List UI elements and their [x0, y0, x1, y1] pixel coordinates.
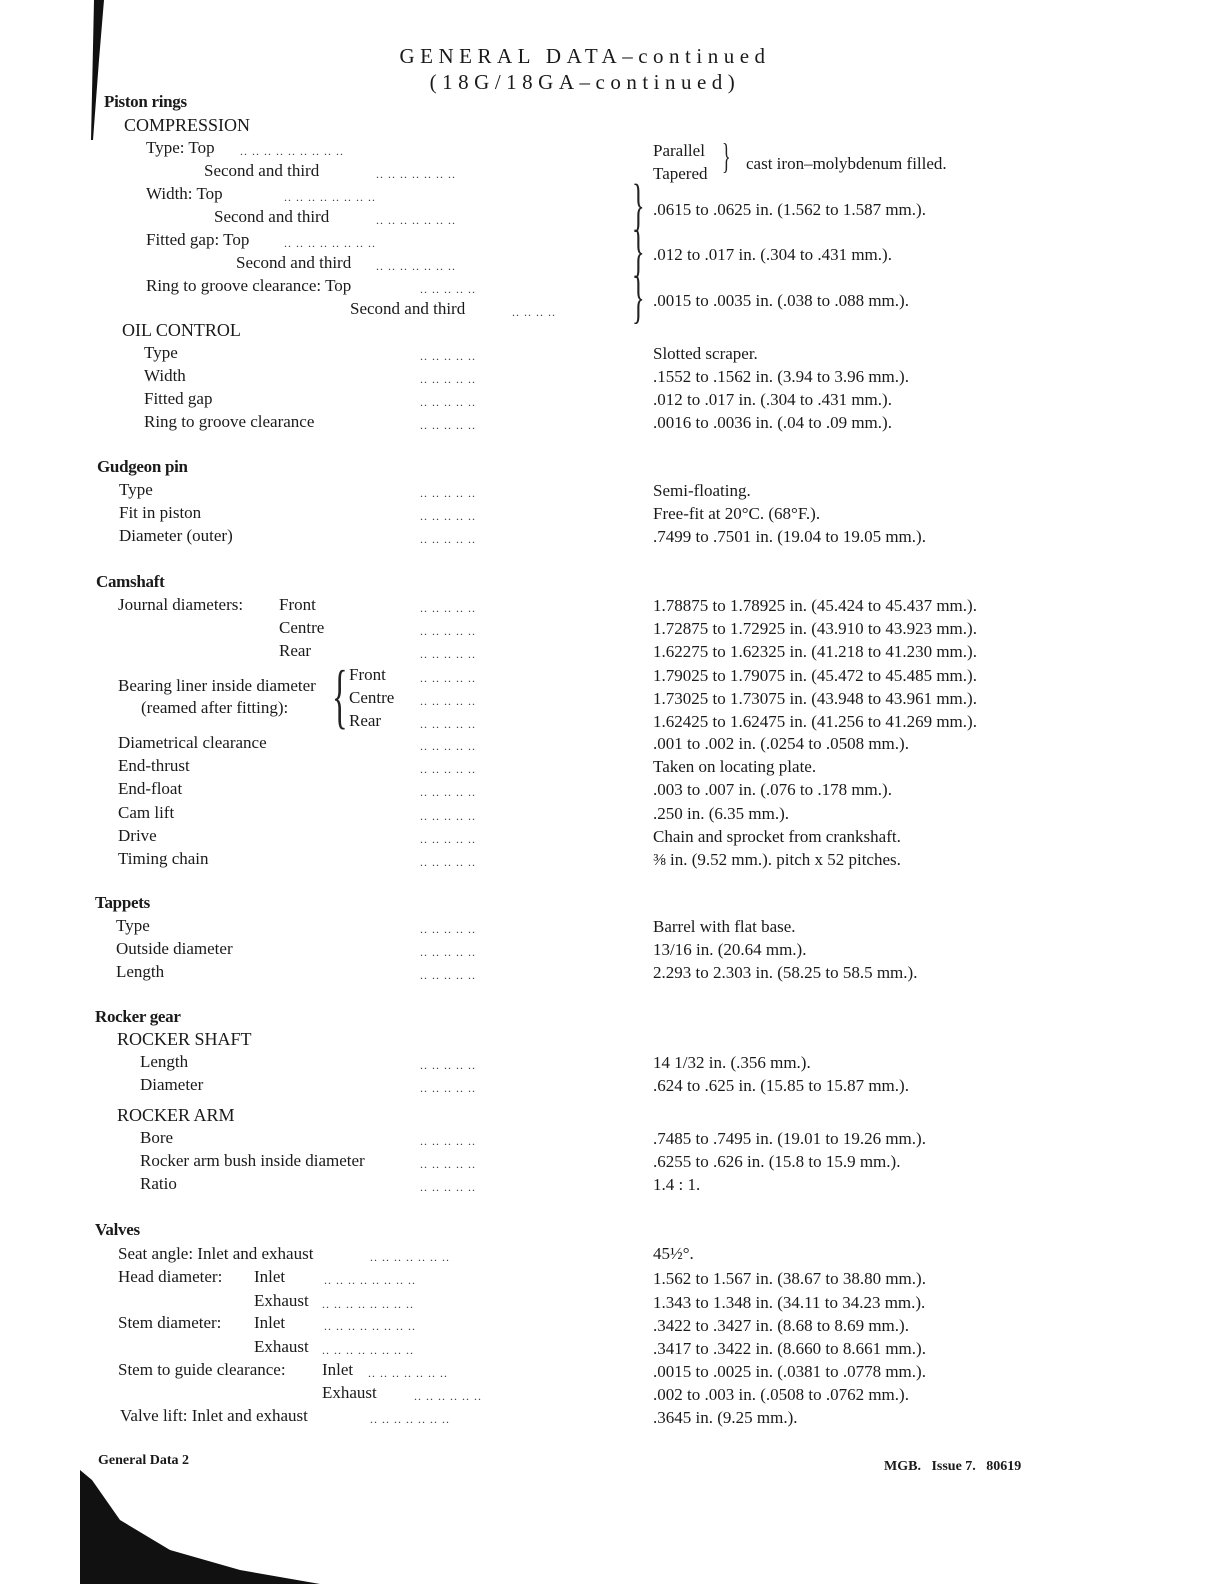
brace: }	[722, 136, 731, 176]
compression-width-label: Width: Top	[146, 184, 223, 203]
leader-dots: .. .. .. .. ..	[420, 671, 476, 685]
camshaft-heading: Camshaft	[96, 572, 165, 591]
leader-dots: .. .. .. .. ..	[420, 1157, 476, 1171]
leader-dots: .. .. .. .. ..	[420, 968, 476, 982]
leader-dots: .. .. .. .. ..	[420, 509, 476, 523]
row-label: End-float	[118, 779, 183, 799]
journal-diameters-label: Journal diameters:	[118, 595, 244, 614]
row-value: .0016 to .0036 in. (.04 to .09 mm.).	[653, 413, 892, 432]
row-label: Width	[144, 366, 186, 385]
row-label: Type	[116, 916, 150, 935]
row-value: Free-fit at 20°C. (68°F.).	[653, 504, 821, 523]
compression-groove-second-label: Second and third	[350, 299, 466, 318]
row-label: Rear	[279, 641, 312, 660]
leader-dots: .. .. .. .. .. .. ..	[368, 1366, 448, 1380]
leader-dots: .. .. .. .. ..	[420, 1081, 476, 1095]
footer-right: MGB. Issue 7. 80619	[884, 1459, 1022, 1474]
row-label: Outside diameter	[116, 939, 233, 958]
leader-dots: .. .. .. .. .. ..	[414, 1389, 482, 1403]
leader-dots: .. .. .. .. .. .. .. .. ..	[240, 144, 344, 158]
head-diameter-label: Head diameter:	[118, 1267, 223, 1286]
tappets-heading: Tappets	[95, 893, 150, 912]
rocker-arm-heading: ROCKER ARM	[117, 1105, 235, 1125]
seat-angle-label: Seat angle: Inlet and exhaust	[118, 1244, 314, 1263]
compression-type-second-label: Second and third	[204, 161, 320, 180]
leader-dots: .. .. .. .. ..	[420, 762, 476, 777]
leader-dots: .. .. .. .. ..	[420, 1058, 476, 1072]
row-label: Length	[140, 1052, 189, 1071]
compression-gap-label: Fitted gap: Top	[146, 230, 250, 249]
leader-dots: .. .. .. .. .. .. .. ..	[284, 190, 376, 204]
row-value: .012 to .017 in. (.304 to .431 mm.).	[653, 390, 892, 409]
row-label: Bore	[140, 1128, 174, 1147]
leader-dots: .. .. .. .. ..	[420, 739, 476, 753]
row-value: Taken on locating plate.	[653, 757, 817, 777]
leader-dots: .. .. .. .. .. .. .. ..	[322, 1297, 414, 1311]
row-label: Ratio	[140, 1174, 177, 1193]
row-value: Slotted scraper.	[653, 344, 758, 363]
row-value: 14 1/32 in. (.356 mm.).	[653, 1053, 811, 1072]
footer-left: General Data 2	[98, 1453, 189, 1468]
row-value: .7485 to .7495 in. (19.01 to 19.26 mm.).	[653, 1129, 926, 1148]
stem-inlet-label: Inlet	[254, 1313, 286, 1332]
leader-dots: .. .. .. .. .. .. .. ..	[322, 1343, 414, 1357]
row-label: Centre	[349, 688, 395, 707]
compression-type-label: Type: Top	[146, 138, 215, 157]
row-label: Type	[119, 480, 153, 499]
row-value: .250 in. (6.35 mm.).	[653, 803, 789, 823]
row-value: 13/16 in. (20.64 mm.).	[653, 940, 807, 959]
row-value: .003 to .007 in. (.076 to .178 mm.).	[653, 780, 892, 800]
compression-type-parallel: Parallel	[653, 141, 705, 160]
page-title: GENERAL DATA–continued	[399, 44, 771, 68]
bearing-liner-label-2: (reamed after fitting):	[141, 698, 289, 717]
row-label: End-thrust	[118, 756, 190, 776]
leader-dots: .. .. .. .. .. .. ..	[370, 1250, 450, 1264]
rocker-gear-heading: Rocker gear	[95, 1007, 181, 1026]
compression-groove-label: Ring to groove clearance: Top	[146, 276, 352, 295]
piston-rings-heading: Piston rings	[104, 92, 187, 111]
head-exhaust-value: 1.343 to 1.348 in. (34.11 to 34.23 mm.).	[653, 1293, 926, 1312]
guide-exhaust-value: .002 to .003 in. (.0508 to .0762 mm.).	[653, 1385, 909, 1404]
row-value: 1.72875 to 1.72925 in. (43.910 to 43.923 mm.).	[653, 619, 977, 638]
compression-width-second-label: Second and third	[214, 207, 330, 226]
row-value: .6255 to .626 in. (15.8 to 15.9 mm.).	[653, 1152, 901, 1171]
row-value: .001 to .002 in. (.0254 to .0508 mm.).	[653, 734, 909, 753]
stem-exhaust-label: Exhaust	[254, 1337, 309, 1356]
row-value: 1.4 : 1.	[653, 1175, 701, 1194]
leader-dots: .. .. .. .. ..	[420, 808, 476, 823]
row-value: ⅜ in. (9.52 mm.). pitch x 52 pitches.	[653, 850, 901, 869]
gudgeon-pin-heading: Gudgeon pin	[97, 457, 188, 476]
row-label: Diametrical clearance	[118, 733, 267, 752]
leader-dots: .. .. .. .. .. .. ..	[376, 167, 456, 181]
leader-dots: .. .. .. .. .. .. .. ..	[324, 1273, 416, 1287]
brace: }	[632, 264, 645, 329]
leader-dots: .. .. .. .. .. .. ..	[376, 259, 456, 273]
row-value: 1.73025 to 1.73075 in. (43.948 to 43.961 mm.).	[653, 689, 977, 708]
leader-dots: .. .. .. .. ..	[420, 418, 476, 432]
scan-edge-mark	[90, 0, 104, 140]
compression-gap-value: .012 to .017 in. (.304 to .431 mm.).	[653, 245, 892, 264]
leader-dots: .. .. .. .. ..	[420, 282, 476, 296]
compression-heading: COMPRESSION	[124, 115, 251, 135]
row-value: 1.79025 to 1.79075 in. (45.472 to 45.485 mm.).	[653, 666, 977, 685]
leader-dots: .. .. .. .. .. .. ..	[376, 213, 456, 227]
row-label: Type	[144, 343, 178, 362]
leader-dots: .. .. .. .. .. .. .. ..	[284, 236, 376, 250]
row-label: Centre	[279, 618, 325, 637]
leader-dots: .. .. .. .. ..	[420, 717, 476, 731]
row-value: .1552 to .1562 in. (3.94 to 3.96 mm.).	[653, 367, 909, 386]
leader-dots: .. .. .. .. ..	[420, 694, 476, 708]
compression-groove-value: .0015 to .0035 in. (.038 to .088 mm.).	[653, 291, 909, 310]
guide-clearance-label: Stem to guide clearance:	[118, 1360, 286, 1379]
leader-dots: .. .. .. .. ..	[420, 647, 476, 661]
leader-dots: .. .. .. .. ..	[420, 372, 476, 386]
leader-dots: .. .. .. .. ..	[420, 532, 476, 546]
row-label: Length	[116, 962, 165, 981]
compression-type-material: cast iron–molybdenum filled.	[746, 154, 947, 173]
guide-exhaust-label: Exhaust	[322, 1383, 377, 1402]
row-label: Timing chain	[118, 849, 209, 868]
row-label: Diameter	[140, 1075, 204, 1094]
leader-dots: .. .. .. .. ..	[420, 601, 476, 615]
stem-inlet-value: .3422 to .3427 in. (8.68 to 8.69 mm.).	[653, 1316, 909, 1335]
stem-diameter-label: Stem diameter:	[118, 1313, 222, 1332]
row-value: .7499 to .7501 in. (19.04 to 19.05 mm.).	[653, 527, 926, 546]
leader-dots: .. .. .. ..	[512, 305, 556, 319]
valve-lift-value: .3645 in. (9.25 mm.).	[653, 1408, 798, 1427]
row-label: Diameter (outer)	[119, 526, 233, 545]
row-value: Semi-floating.	[653, 481, 751, 500]
guide-inlet-value: .0015 to .0025 in. (.0381 to .0778 mm.).	[653, 1362, 926, 1381]
brace: }	[632, 218, 645, 283]
leader-dots: .. .. .. .. ..	[420, 785, 476, 800]
row-label: Fit in piston	[119, 503, 202, 522]
oil-control-heading: OIL CONTROL	[122, 320, 241, 340]
head-inlet-label: Inlet	[254, 1267, 286, 1286]
leader-dots: .. .. .. .. ..	[420, 486, 476, 500]
leader-dots: .. .. .. .. ..	[420, 922, 476, 936]
leader-dots: .. .. .. .. ..	[420, 831, 476, 846]
leader-dots: .. .. .. .. .. .. ..	[370, 1412, 450, 1426]
row-value: Barrel with flat base.	[653, 917, 796, 936]
row-value: 1.78875 to 1.78925 in. (45.424 to 45.437 mm.).	[653, 596, 977, 615]
leader-dots: .. .. .. .. ..	[420, 1134, 476, 1148]
row-value: 1.62275 to 1.62325 in. (41.218 to 41.230 mm.).	[653, 642, 977, 661]
row-label: Fitted gap	[144, 389, 213, 408]
leader-dots: .. .. .. .. ..	[420, 945, 476, 959]
leader-dots: .. .. .. .. ..	[420, 855, 476, 869]
compression-gap-second-label: Second and third	[236, 253, 352, 272]
rocker-shaft-heading: ROCKER SHAFT	[117, 1029, 252, 1049]
stem-exhaust-value: .3417 to .3422 in. (8.660 to 8.661 mm.).	[653, 1339, 926, 1358]
guide-inlet-label: Inlet	[322, 1360, 354, 1379]
head-exhaust-label: Exhaust	[254, 1291, 309, 1310]
row-value: 1.62425 to 1.62475 in. (41.256 to 41.269 mm.).	[653, 712, 977, 731]
row-label: Rear	[349, 711, 382, 730]
row-value: Chain and sprocket from crankshaft.	[653, 826, 901, 846]
compression-width-value: .0615 to .0625 in. (1.562 to 1.587 mm.).	[653, 200, 926, 219]
brace: }	[632, 172, 645, 237]
leader-dots: .. .. .. .. ..	[420, 624, 476, 638]
leader-dots: .. .. .. .. .. .. .. ..	[324, 1319, 416, 1333]
row-value: .624 to .625 in. (15.85 to 15.87 mm.).	[653, 1076, 909, 1095]
row-label: Ring to groove clearance	[144, 412, 315, 431]
row-value: 2.293 to 2.303 in. (58.25 to 58.5 mm.).	[653, 963, 918, 982]
page-subtitle: (18G/18GA–continued)	[429, 70, 741, 94]
row-label: Rocker arm bush inside diameter	[140, 1151, 365, 1170]
brace: {	[332, 656, 348, 736]
row-label: Front	[279, 595, 316, 614]
compression-type-tapered: Tapered	[653, 164, 708, 183]
valves-heading: Valves	[95, 1220, 140, 1239]
leader-dots: .. .. .. .. ..	[420, 1180, 476, 1194]
head-inlet-value: 1.562 to 1.567 in. (38.67 to 38.80 mm.).	[653, 1269, 926, 1288]
valve-lift-label: Valve lift: Inlet and exhaust	[120, 1406, 308, 1425]
row-label: Cam lift	[118, 802, 175, 822]
bearing-liner-label: Bearing liner inside diameter	[118, 676, 316, 695]
leader-dots: .. .. .. .. ..	[420, 395, 476, 409]
leader-dots: .. .. .. .. ..	[420, 349, 476, 363]
row-label: Drive	[118, 825, 157, 845]
row-label: Front	[349, 665, 386, 684]
seat-angle-value: 45½°.	[653, 1244, 694, 1263]
